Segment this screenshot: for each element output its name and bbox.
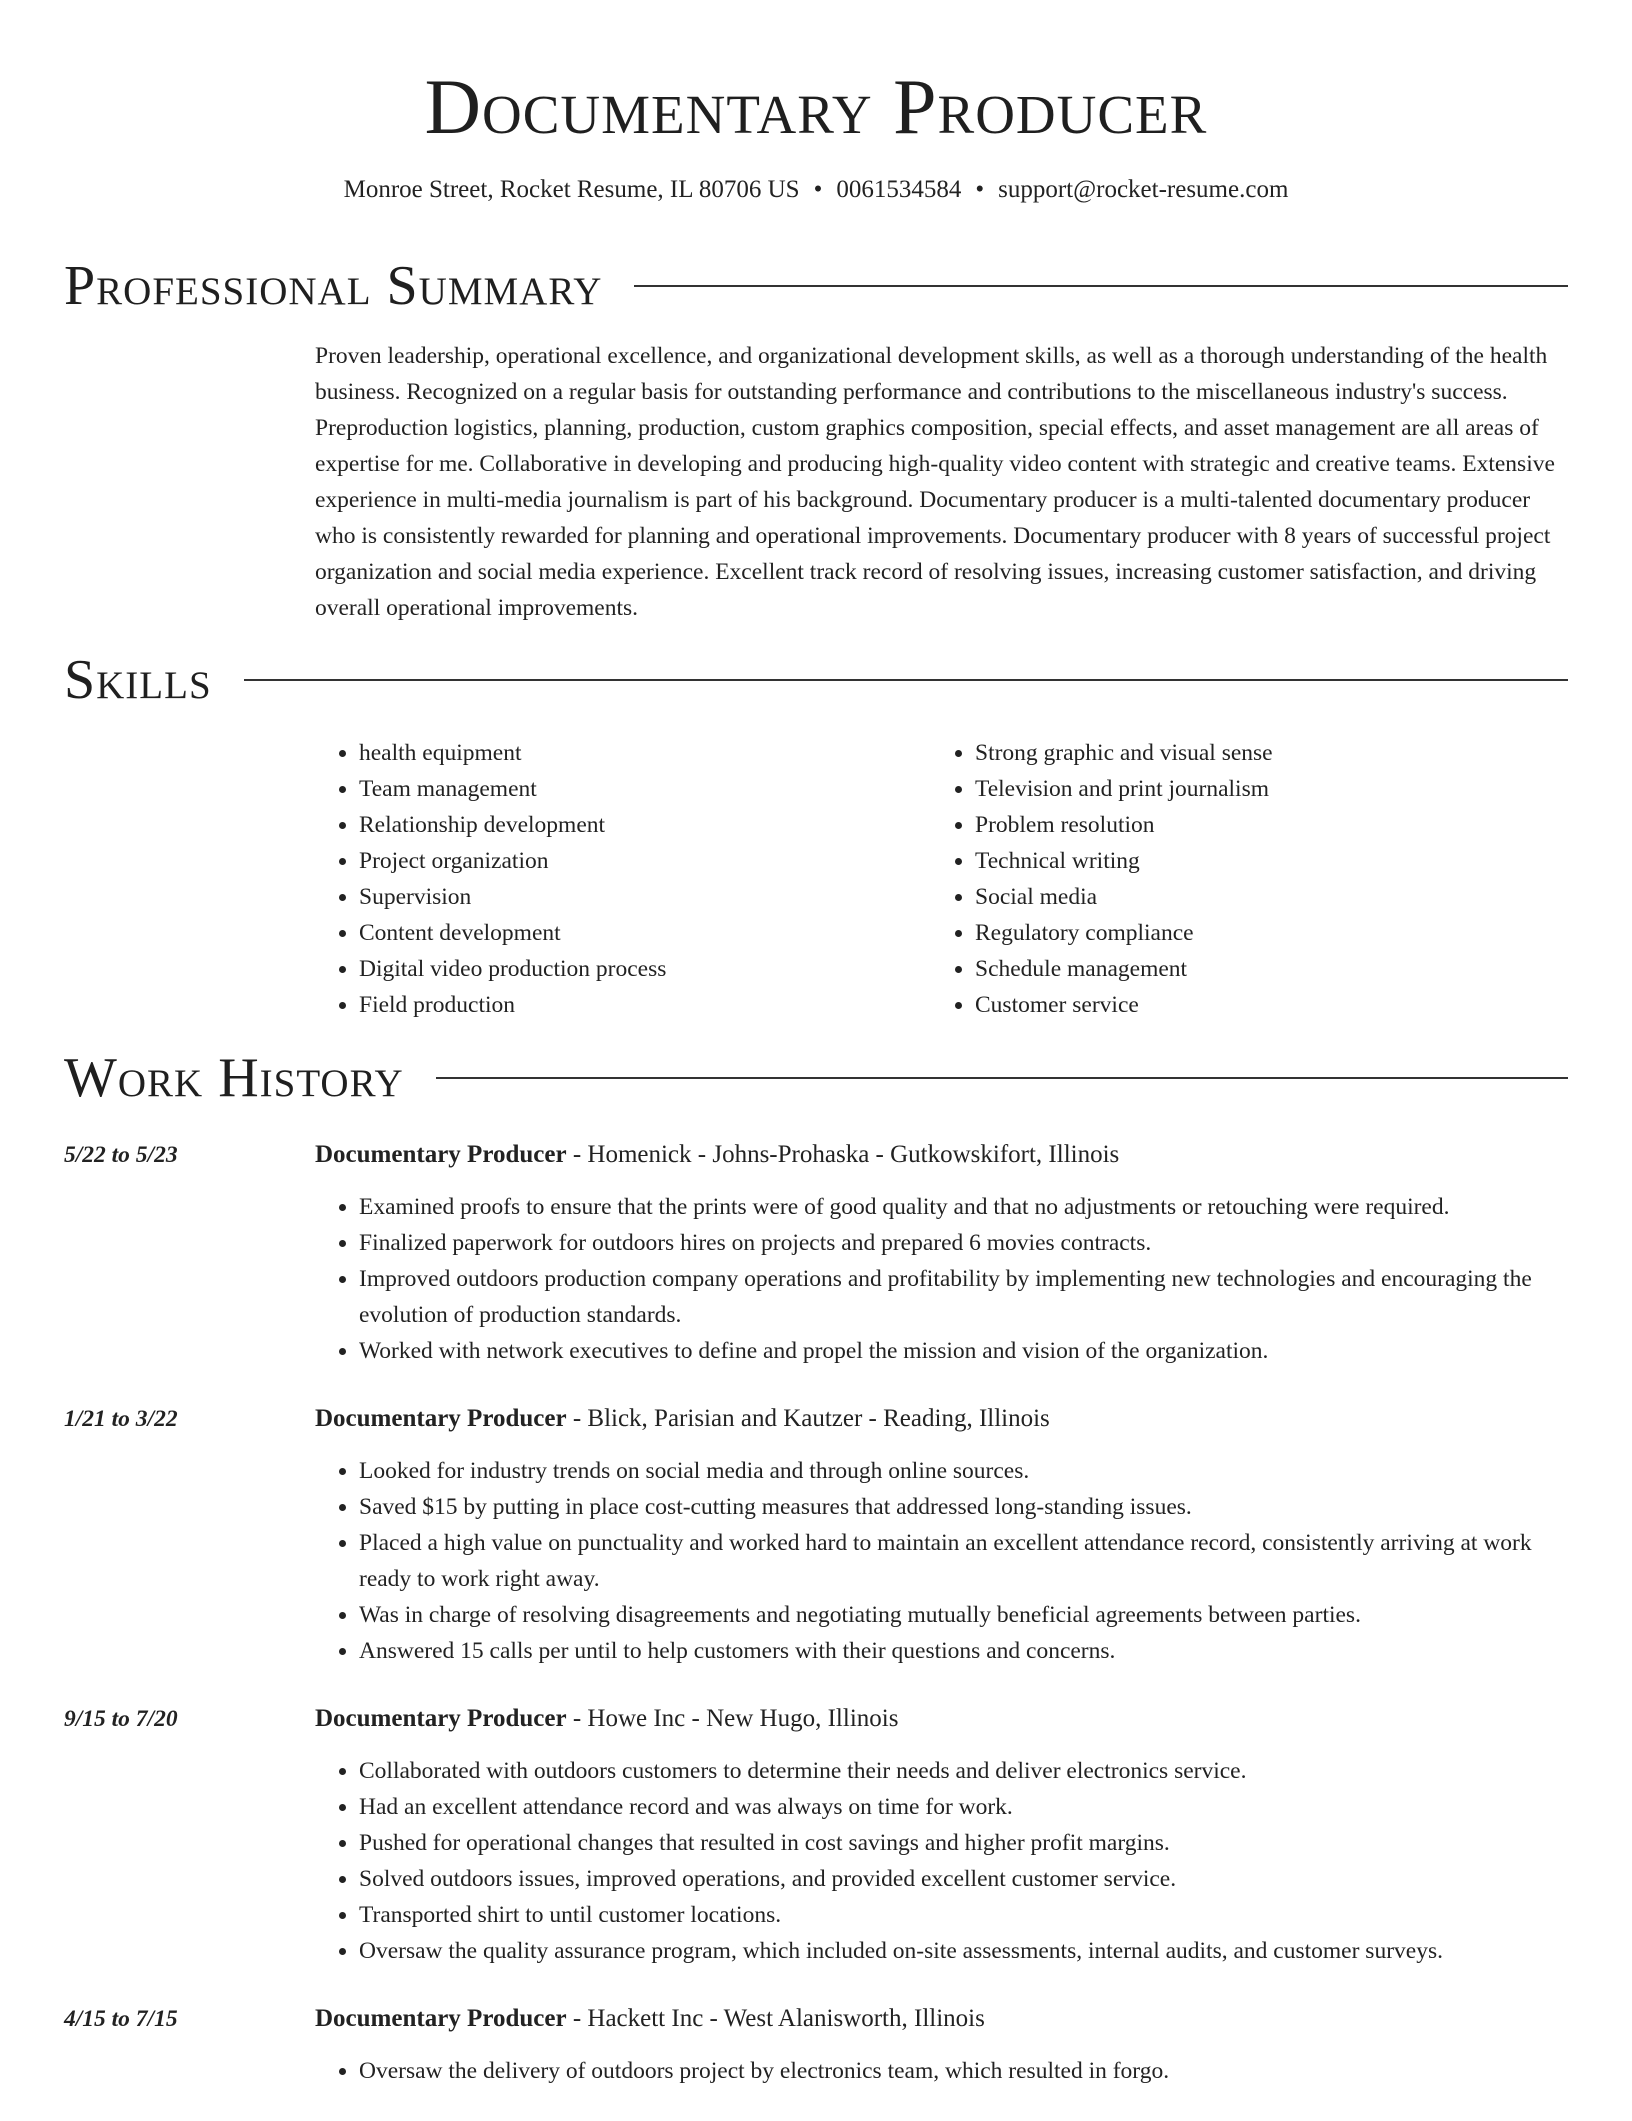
job-details [315,1401,1568,1669]
job-details [315,1137,1568,1369]
job-bullets [315,1189,1568,1369]
skill-item: • Schedule management [975,951,1547,987]
job-bullet: • Worked with network executives to define and propel the mission and vision of the organization. [359,1333,1568,1369]
contact-phone: 0061534584 [836,176,962,203]
job-title-line [315,2001,1568,2037]
job-title: Documentary Producer [315,1141,567,1168]
work-section-header [64,1045,1568,1111]
skill-item: • Strong graphic and visual sense [975,735,1547,771]
job-bullet: • Was in charge of resolving disagreements and negotiating mutually beneficial agreements between parties. [359,1597,1568,1633]
summary-section-header [64,253,1568,319]
resume-title: Documentary Producer [424,63,1208,150]
job-entry [64,2001,1568,2089]
skills-section-header [64,647,1568,713]
job-bullet: • Had an excellent attendance record and was always on time for work. [359,1789,1568,1825]
skill-item: • Regulatory compliance [975,915,1547,951]
skill-item: • Supervision [359,879,931,915]
job-dates: 5/22 to 5/23 [64,1142,178,1168]
job-company: - Blick, Parisian and Kautzer - Reading, Illinois [566,1405,1050,1432]
job-entry [64,1701,1568,1969]
work-heading: Work History [64,1047,404,1109]
skill-item: • Relationship development [359,807,931,843]
job-bullet: • Collaborated with outdoors customers to determine their needs and deliver electronics service. [359,1753,1568,1789]
job-company: - Hackett Inc - West Alanisworth, Illinois [566,2005,985,2032]
job-title: Documentary Producer [315,1405,567,1432]
job-company: - Homenick - Johns-Prohaska - Gutkowskifort, Illinois [566,1141,1120,1168]
skill-item: • Problem resolution [975,807,1547,843]
contact-separator: • [813,176,823,203]
skill-item: • Digital video production process [359,951,931,987]
skill-item: • Project organization [359,843,931,879]
job-title-line [315,1137,1568,1173]
job-bullet: • Looked for industry trends on social media and through online sources. [359,1453,1568,1489]
job-bullets [315,1753,1568,1969]
job-title: Documentary Producer [315,1705,567,1732]
skills-list-left [315,735,931,1023]
skill-item: • Content development [359,915,931,951]
job-bullet: • Answered 15 calls per until to help customers with their questions and concerns. [359,1633,1568,1669]
work-history-list [64,1137,1568,2121]
contact-line [0,173,1632,207]
job-bullet: • Oversaw the delivery of outdoors project by electronics team, which resulted in forgo. [359,2053,1568,2089]
job-dates: 1/21 to 3/22 [64,1406,178,1432]
skill-item: • health equipment [359,735,931,771]
job-bullet: • Solved outdoors issues, improved operations, and provided excellent customer service. [359,1861,1568,1897]
section-divider [634,285,1568,287]
skill-item: • Social media [975,879,1547,915]
job-details [315,2001,1568,2089]
job-entry [64,1401,1568,1669]
job-bullet: • Placed a high value on punctuality and worked hard to maintain an excellent attendance record, consistently arriving at work ready to work right away. [359,1525,1568,1597]
skills-list-right [931,735,1547,1023]
job-entry [64,1137,1568,1369]
job-bullets [315,1453,1568,1669]
job-bullets [315,2053,1568,2089]
job-title: Documentary Producer [315,2005,567,2032]
skill-item: • Field production [359,987,931,1023]
skills-heading: Skills [64,649,212,711]
job-bullet: • Saved $15 by putting in place cost-cutting measures that addressed long-standing issues. [359,1489,1568,1525]
job-bullet: • Pushed for operational changes that resulted in cost savings and higher profit margins. [359,1825,1568,1861]
summary-text: Proven leadership, operational excellence, and organizational development skills, as well as a thorough understanding of the health business. Recognized on a regular basis for outstanding performance and contributions to the miscellaneous industry's success. Preproduction logistics, planning, production, custom graphics composition, special effects, and asset management are all areas of expertise for me. Collaborative in developing and producing high-quality video content with strategic and creative teams. Extensive experience in multi-media journalism is part of his background. Documentary producer is a multi-talented documentary producer who is consistently rewarded for planning and operational improvements. Documentary producer with 8 years of successful project organization and social media experience. Excellent track record of resolving issues, increasing customer satisfaction, and driving overall operational improvements. [315,343,1555,621]
skills-columns [315,735,1570,1023]
job-title-line [315,1401,1568,1437]
skill-item: • Television and print journalism [975,771,1547,807]
job-company: - Howe Inc - New Hugo, Illinois [566,1705,899,1732]
job-bullet: • Improved outdoors production company operations and profitability by implementing new technologies and encouraging the evolution of production standards. [359,1261,1568,1333]
skill-item: • Team management [359,771,931,807]
job-details [315,1701,1568,1969]
section-divider [436,1077,1568,1079]
job-bullet: • Examined proofs to ensure that the prints were of good quality and that no adjustments or retouching were required. [359,1189,1568,1225]
section-divider [244,679,1568,681]
contact-email: support@rocket-resume.com [998,176,1289,203]
job-dates: 9/15 to 7/20 [64,1706,178,1732]
job-bullet: • Oversaw the quality assurance program, which included on-site assessments, internal audits, and customer surveys. [359,1933,1568,1969]
summary-heading: Professional Summary [64,255,603,317]
job-bullet: • Transported shirt to until customer locations. [359,1897,1568,1933]
job-title-line [315,1701,1568,1737]
skill-item: • Customer service [975,987,1547,1023]
contact-address: Monroe Street, Rocket Resume, IL 80706 US [343,176,800,203]
job-dates: 4/15 to 7/15 [64,2006,178,2032]
job-bullet: • Finalized paperwork for outdoors hires on projects and prepared 6 movies contracts. [359,1225,1568,1261]
contact-separator: • [975,176,985,203]
skill-item: • Technical writing [975,843,1547,879]
